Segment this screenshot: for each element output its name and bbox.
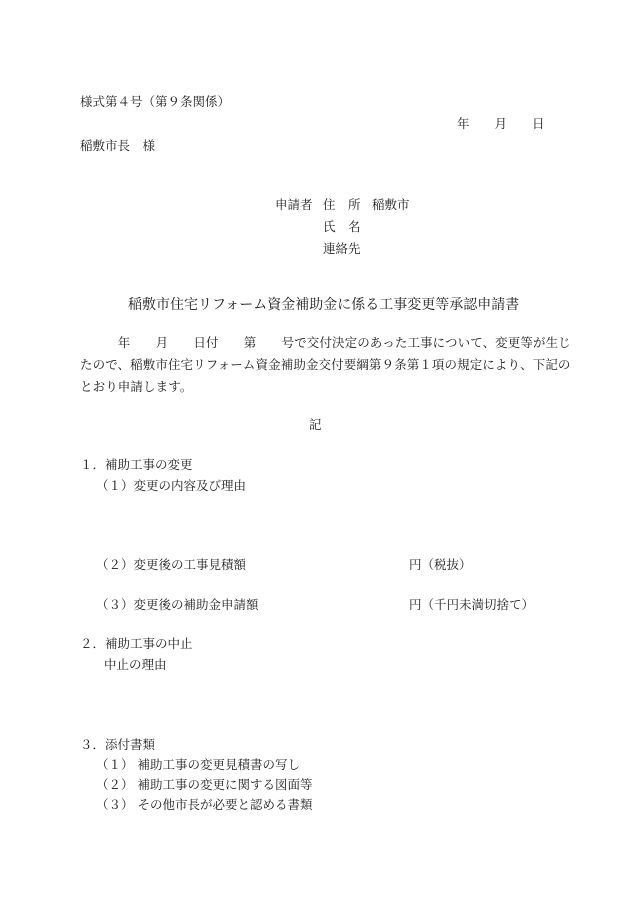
section-1-heading: １．補助工事の変更 bbox=[80, 457, 193, 472]
section-1-item-3: （３）変更後の補助金申請額 bbox=[96, 597, 259, 612]
section-3-heading: ３．添付書類 bbox=[80, 737, 156, 752]
attachment-item-2: （２） 補助工事の変更に関する図面等 bbox=[96, 777, 313, 792]
applicant-label: 申請者 bbox=[275, 197, 313, 212]
attachment-item-1: （１） 補助工事の変更見積書の写し bbox=[96, 757, 300, 772]
section-2-heading: ２．補助工事の中止 bbox=[80, 636, 193, 651]
section-1-item-1: （１）変更の内容及び理由 bbox=[96, 478, 247, 493]
body-line-2: たので、稲敷市住宅リフォーム資金補助金交付要綱第９条第１項の規定により、下記の bbox=[80, 357, 571, 372]
name-label: 氏 名 bbox=[323, 219, 361, 234]
form-number: 様式第４号（第９条関係） bbox=[80, 94, 231, 109]
body-line-3: とおり申請します。 bbox=[80, 379, 193, 394]
body-line-1: 年 月 日付 第 号で交付決定のあった工事について、変更等が生じ bbox=[80, 335, 571, 350]
section-1-item-2: （２）変更後の工事見積額 bbox=[96, 557, 247, 572]
ki-heading: 記 bbox=[309, 417, 322, 432]
date-line: 年 月 日 bbox=[457, 116, 545, 131]
section-1-item-3-unit: 円（千円未満切捨て） bbox=[409, 597, 535, 612]
section-1-item-2-unit: 円（税抜） bbox=[409, 557, 472, 572]
document-title: 稲敷市住宅リフォーム資金補助金に係る工事変更等承認申請書 bbox=[128, 297, 520, 313]
address-value: 稲敷市 bbox=[372, 197, 410, 212]
section-2-item-1: 中止の理由 bbox=[104, 657, 167, 672]
address-label: 住 所 bbox=[323, 197, 361, 212]
attachment-item-3: （３） その他市長が必要と認める書類 bbox=[96, 797, 313, 812]
addressee: 稲敷市長 様 bbox=[80, 138, 156, 153]
contact-label: 連絡先 bbox=[323, 241, 361, 256]
